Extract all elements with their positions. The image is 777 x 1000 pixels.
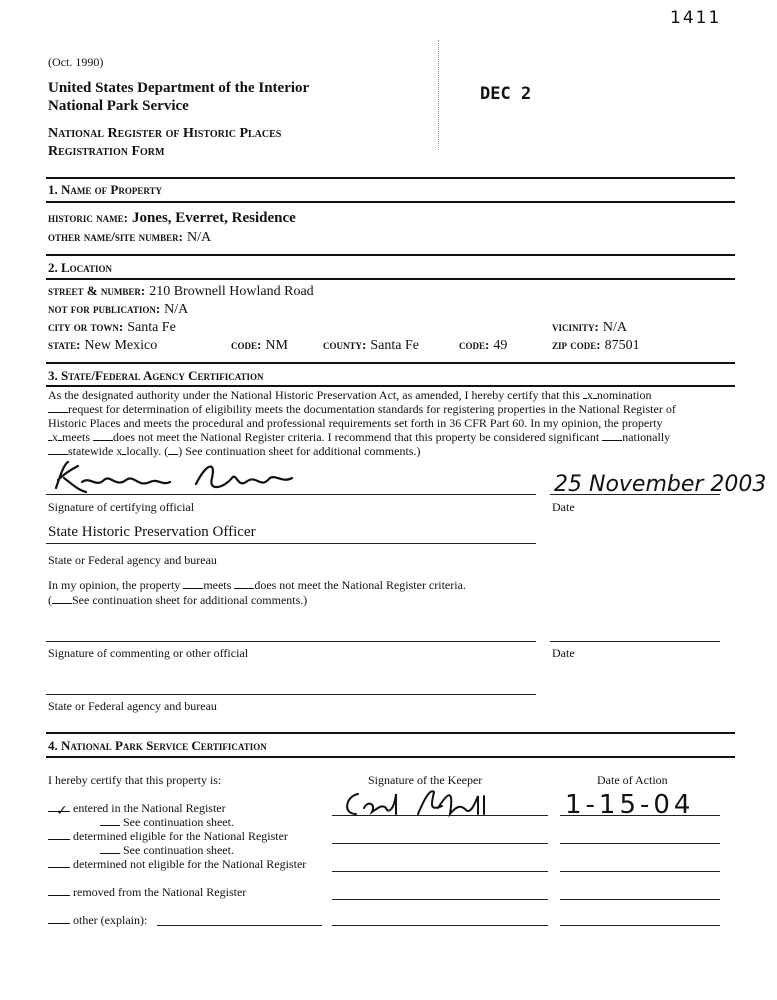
section-divider	[46, 201, 735, 203]
section-divider	[46, 756, 735, 758]
vicinity-row	[552, 318, 627, 336]
keeper-signature-label: Signature of the Keeper	[368, 773, 483, 787]
agency-line	[46, 694, 536, 695]
section-divider	[46, 732, 735, 734]
comment-signature-label: Signature of commenting or other official	[48, 646, 249, 660]
keeper-line	[332, 815, 548, 816]
zip-row	[552, 336, 640, 354]
historic-name-row	[48, 209, 296, 227]
other-name-row	[48, 228, 211, 246]
zip-value: 87501	[604, 338, 640, 353]
keeper-signature	[338, 786, 508, 822]
street-value: 210 Brownell Howland Road	[149, 284, 314, 299]
eligible-item: determined eligible for the National Register	[48, 829, 288, 844]
signature-label: Signature of certifying official	[48, 500, 195, 514]
street-label: street & number:	[48, 283, 146, 298]
other-item: other (explain):	[48, 913, 147, 928]
date-of-action-label: Date of Action	[597, 773, 668, 787]
keeper-line	[332, 899, 548, 900]
action-date-line	[560, 925, 720, 926]
city-label: city or town:	[48, 319, 124, 334]
date-of-action-handwritten: 1-15-04	[565, 790, 695, 820]
action-date-line	[560, 843, 720, 844]
section2-heading: 2. Location	[48, 260, 113, 275]
section-divider	[46, 278, 735, 280]
county-label: county:	[323, 337, 367, 352]
locally-mark: x	[116, 444, 123, 458]
removed-item: removed from the National Register	[48, 885, 246, 900]
historic-name-label: historic name:	[48, 210, 128, 225]
action-date-line	[560, 899, 720, 900]
section4-heading: 4. National Park Service Certification	[48, 738, 267, 753]
city-row	[48, 318, 176, 336]
received-date-stamp: DEC 2	[480, 84, 532, 104]
section-divider	[46, 362, 735, 364]
form-title-line-2: Registration Form	[48, 144, 165, 159]
state-code-row	[231, 336, 288, 354]
opinion-line: In my opinion, the property meets does not meet the National Register criteria.	[48, 578, 466, 592]
form-date: (Oct. 1990)	[48, 55, 104, 69]
state-code-value: NM	[265, 338, 288, 353]
county-code-row	[459, 336, 507, 354]
agency-label-2: State or Federal agency and bureau	[48, 699, 217, 713]
opinion-continuation-line: ( See continuation sheet for additional comments.)	[48, 593, 308, 607]
department-line-2: National Park Service	[48, 98, 189, 114]
title-line	[46, 543, 536, 544]
state-row	[48, 336, 157, 354]
zip-label: zip code:	[552, 337, 601, 352]
state-value: New Mexico	[84, 338, 158, 353]
street-row	[48, 282, 314, 300]
action-date-line	[560, 871, 720, 872]
explain-line	[157, 925, 322, 926]
meets-mark: x	[52, 430, 58, 444]
action-date-line	[560, 815, 720, 816]
section3-heading: 3. State/Federal Agency Certification	[48, 368, 264, 383]
section1-heading: 1. Name of Property	[48, 182, 163, 197]
vicinity-value: N/A	[602, 320, 627, 335]
certifying-signature	[46, 458, 306, 498]
historic-name-value: Jones, Everret, Residence	[131, 210, 296, 226]
certification-statement: As the designated authority under the National Historic Preservation Act, as amended, I hereby certify that this x nomination request for determination of eligibility meets the documentation standards for registering properties in the National Register of Historic Places and meets the procedural and professional requirements set forth in 36 CFR Part 60. In my opinion, the property x meets does not meet the National Register criteria. I recommend that this property be considered significant nationally statewide x locally. ( ) See continuation sheet for additional comments.)	[48, 388, 676, 458]
comment-date-line	[550, 641, 720, 642]
not-eligible-item: determined not eligible for the National Register	[48, 857, 306, 872]
state-code-label: code:	[231, 337, 262, 352]
comment-date-label: Date	[552, 646, 575, 660]
entered-item: ✓ entered in the National Register	[48, 801, 226, 816]
continuation-2: See continuation sheet.	[100, 843, 234, 858]
date-label: Date	[552, 500, 575, 514]
section-divider	[46, 254, 735, 256]
county-row	[323, 336, 419, 354]
not-for-publication-row	[48, 300, 188, 318]
other-name-label: other name/site number:	[48, 229, 183, 244]
other-name-value: N/A	[186, 230, 212, 245]
keeper-line	[332, 843, 548, 844]
city-value: Santa Fe	[127, 320, 176, 335]
section-divider	[46, 177, 735, 179]
keeper-line	[332, 925, 548, 926]
form-title-line-1: National Register of Historic Places	[48, 126, 282, 141]
document-number-stamp: 1411	[670, 8, 722, 28]
official-title-value: State Historic Preservation Officer	[48, 524, 256, 540]
not-for-publication-label: not for publication:	[48, 301, 161, 316]
signature-line	[46, 494, 536, 495]
not-for-publication-value: N/A	[164, 302, 189, 317]
certification-date-handwritten: 25 November 2003	[554, 472, 767, 497]
vicinity-label: vicinity:	[552, 319, 599, 334]
certify-intro: I hereby certify that this property is:	[48, 773, 222, 787]
entered-check-mark: ✓	[56, 803, 68, 819]
county-code-label: code:	[459, 337, 490, 352]
department-line-1: United States Department of the Interior	[48, 80, 310, 96]
state-label: state:	[48, 337, 81, 352]
comment-signature-line	[46, 641, 536, 642]
date-line	[550, 494, 720, 495]
county-value: Santa Fe	[370, 338, 419, 353]
nomination-mark: x	[586, 388, 593, 402]
continuation-1: See continuation sheet.	[100, 815, 234, 830]
section-divider	[46, 385, 735, 387]
keeper-line	[332, 871, 548, 872]
agency-label: State or Federal agency and bureau	[48, 553, 217, 567]
stamp-edge-mark	[438, 40, 439, 150]
county-code-value: 49	[493, 338, 508, 353]
